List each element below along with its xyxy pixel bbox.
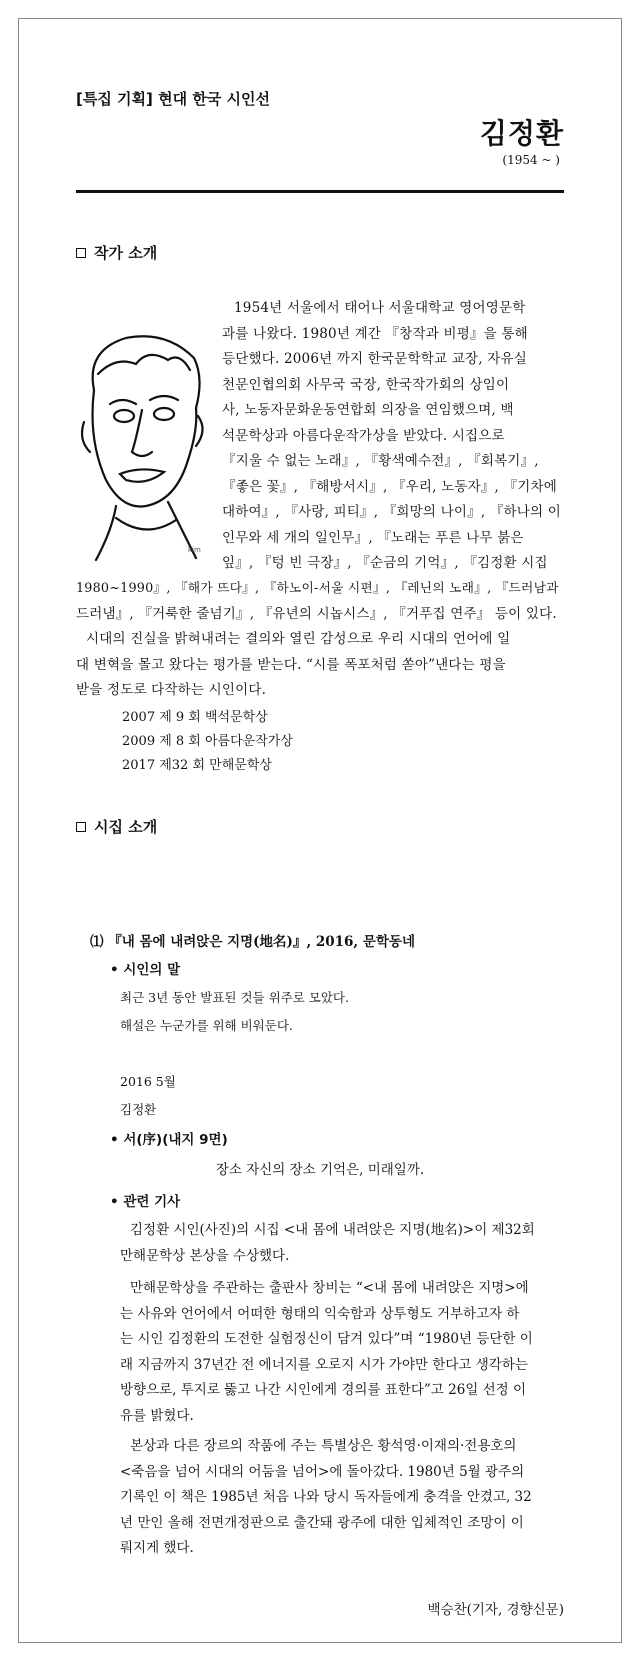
bio-line: 『좋은 꽃』, 『해방서시』, 『우리, 노동자』, 『기차에 xyxy=(222,478,557,495)
bio-line: 잎』, 『텅 빈 극장』, 『순금의 기억』, 『김정환 시집 xyxy=(222,555,548,571)
evaluation-line: 시대의 진실을 밝혀내려는 결의와 열린 감성으로 우리 시대의 언어에 일 xyxy=(86,631,511,647)
poet-words-heading: • 시인의 말 xyxy=(110,962,181,978)
article-line: 는 시인 김정환의 도전한 실험정신이 담겨 있다”며 “1980년 등단한 이 xyxy=(120,1331,533,1347)
article-line: 본상과 다른 장르의 작품에 주는 특별상은 황석영·이재의·전용호의 xyxy=(130,1438,517,1454)
article-paragraph-1 xyxy=(120,1218,564,1269)
square-bullet-icon xyxy=(76,822,86,832)
awards-list xyxy=(122,706,293,778)
article-line: 방향으로, 투지로 뚫고 나간 시인에게 경의를 표한다”고 26일 선정 이 xyxy=(120,1382,527,1398)
bio-line: 사, 노동자문화운동연합회 의장을 연임했으며, 백 xyxy=(222,402,514,418)
bio-full-lines xyxy=(76,576,564,627)
series-title: [특집 기획] 현대 한국 시인선 xyxy=(76,90,270,108)
date-line: 2016 5월 xyxy=(120,1074,176,1089)
bio-line: 석문학상과 아름다운작가상을 받았다. 시집으로 xyxy=(222,427,505,444)
collection-section-title: 시집 소개 xyxy=(94,818,158,836)
article-line: 는 사유와 언어에서 어떠한 형태의 익숙함과 상투형도 거부하고자 하 xyxy=(120,1305,520,1322)
poet-name: 김정환 xyxy=(479,117,564,150)
award-item: 2009 제 8 회 아름다운작가상 xyxy=(122,734,293,749)
header-rule xyxy=(76,190,564,193)
bio-line: 대하여』, 『사랑, 피티』, 『희망의 나이』, 『하나의 이 xyxy=(222,504,561,520)
award-item: 2017 제32 회 만해문학상 xyxy=(122,758,272,773)
bio-line: 『지울 수 없는 노래』, 『황색예수전』, 『회복기』, xyxy=(222,453,539,469)
article-line: 만해문학상을 주관하는 출판사 창비는 “<내 몸에 내려앉은 지명>에 xyxy=(130,1280,529,1296)
byline: 백승찬(기자, 경향신문) xyxy=(427,1602,564,1618)
bio-line: 등단했다. 2006년 까지 한국문학학교 교장, 자유실 xyxy=(222,351,527,367)
portrait-sketch xyxy=(76,330,216,570)
article-line: 유를 밝혔다. xyxy=(120,1407,194,1424)
article-line: 래 지금까지 37년간 전 에너지를 오로지 시가 가야만 한다고 생각하는 xyxy=(120,1356,528,1373)
author-section-title: 작가 소개 xyxy=(94,244,158,262)
square-bullet-icon xyxy=(76,248,86,258)
bio-line: 1954년 서울에서 태어나 서울대학교 영어영문학 xyxy=(234,300,526,316)
bio-line: 드러냄』, 『거룩한 줄넘기』, 『유년의 시놉시스』, 『거푸집 연주』 등이 있다. xyxy=(76,605,557,622)
evaluation-paragraph xyxy=(76,627,564,704)
svg-text:kim: kim xyxy=(188,546,201,554)
poet-words-line: 해설은 누군가를 위해 비워둔다. xyxy=(120,1018,293,1033)
bio-line: 1980~1990』, 『해가 뜨다』, 『하노이-서울 시편』, 『레닌의 노래』, 『드러남과 xyxy=(76,581,559,596)
article-line: <죽음을 넘어 시대의 어둠을 넘어>에 돌아갔다. 1980년 5월 광주의 xyxy=(120,1463,525,1480)
bio-line: 인무와 세 개의 일인무』, 『노래는 푸른 나무 붉은 xyxy=(222,529,524,546)
bio-wrapped-lines xyxy=(222,296,564,577)
preface-heading: • 서(序)(내지 9면) xyxy=(110,1132,228,1148)
poet-years: (1954 ~ ) xyxy=(502,153,560,167)
bio-line: 과를 나왔다. 1980년 계간 『창작과 비평』을 통해 xyxy=(222,325,528,342)
award-item: 2007 제 9 회 백석문학상 xyxy=(122,710,268,725)
article-line: 김정환 시인(사진)의 시집 <내 몸에 내려앉은 지명(地名)>이 제32회 xyxy=(130,1222,535,1238)
preface-line: 장소 자신의 장소 기억은, 미래일까. xyxy=(215,1162,425,1178)
evaluation-line: 대 변혁을 몰고 왔다는 평가를 받는다. “시를 폭포처럼 쏟아”낸다는 평을 xyxy=(76,656,506,673)
article-paragraph-3 xyxy=(120,1434,564,1562)
author-section-heading xyxy=(76,242,157,263)
signature-line: 김정환 xyxy=(120,1102,157,1117)
article-line: 뤄지게 했다. xyxy=(120,1540,194,1556)
poet-words-line: 최근 3년 동안 발표된 것들 위주로 모았다. xyxy=(120,990,349,1005)
collection-section-heading xyxy=(76,816,157,837)
article-paragraph-2 xyxy=(120,1276,564,1429)
collection-title: ⑴ 『내 몸에 내려앉은 지명(地名)』, 2016, 문학동네 xyxy=(90,934,415,950)
article-line: 만해문학상 본상을 수상했다. xyxy=(120,1247,290,1264)
article-line: 년 만인 올해 전면개정판으로 출간돼 광주에 대한 입체적인 조망이 이 xyxy=(120,1514,524,1531)
bio-line: 천문인협의회 사무국 국장, 한국작가회의 상임이 xyxy=(222,376,510,393)
article-heading: • 관련 기사 xyxy=(110,1194,181,1210)
article-line: 기록인 이 책은 1985년 처음 나와 당시 독자들에게 충격을 안겼고, 32 xyxy=(120,1489,532,1505)
evaluation-line: 받을 정도로 다작하는 시인이다. xyxy=(76,682,267,698)
